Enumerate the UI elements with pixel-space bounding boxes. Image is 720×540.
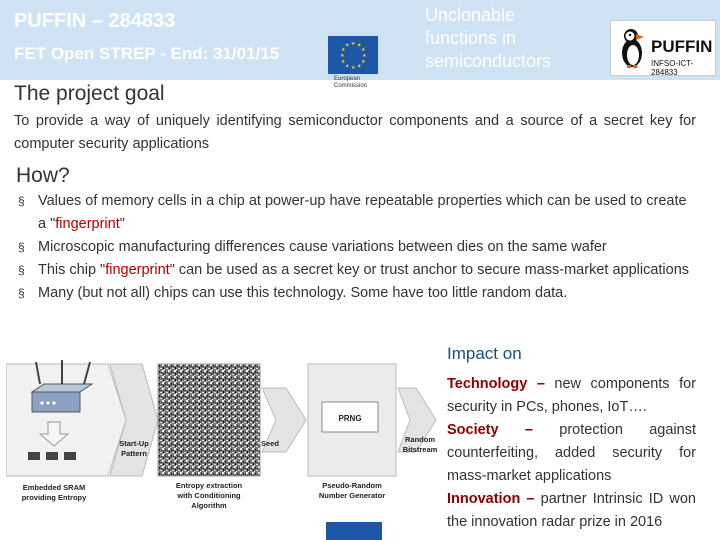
svg-text:★: ★	[357, 63, 362, 70]
svg-text:★: ★	[340, 53, 345, 59]
goal-heading: The project goal	[14, 82, 165, 105]
random-label: Bitstream	[402, 445, 438, 454]
list-item: Society – protection against counterfeiting, added security for mass-market applications	[447, 422, 697, 484]
how-heading: How?	[16, 164, 70, 187]
sram-label: Embedded SRAM	[22, 483, 86, 492]
svg-text:★: ★	[341, 47, 346, 53]
list-item: Technology – new components for security in PCs, phones, IoT….	[447, 376, 696, 415]
svg-text:★: ★	[345, 63, 350, 70]
svg-text:★: ★	[341, 59, 346, 65]
impact-heading: Impact on	[447, 344, 522, 363]
header-band	[0, 0, 720, 89]
startup-label: Pattern	[121, 449, 147, 458]
project-subtitle: FET Open STREP - End: 31/01/15	[14, 44, 280, 63]
svg-text:★: ★	[351, 65, 356, 71]
chip-icon	[28, 452, 76, 460]
svg-text:★: ★	[362, 53, 367, 59]
puffin-bird-icon	[617, 27, 647, 69]
prng-caption: Number Generator	[318, 491, 386, 500]
svg-text:★: ★	[361, 59, 366, 65]
prng-label: PRNG	[338, 414, 362, 423]
svg-text:★: ★	[345, 42, 350, 49]
seed-label: Seed	[261, 439, 279, 448]
goal-text: To provide a way of uniquely identifying semiconductor components and a source of a secret key for computer security applications	[14, 113, 696, 152]
entropy-label: with Conditioning	[177, 491, 241, 500]
svg-text:★: ★	[351, 41, 356, 47]
puf-diagram	[6, 358, 440, 540]
list-item: § Microscopic manufacturing differences cause variations between dies on the same wafer	[18, 236, 698, 259]
entropy-noise-image	[158, 364, 260, 476]
list-item: Innovation – partner Intrinsic ID won the innovation radar prize in 2016	[447, 491, 696, 530]
list-item: § This chip "fingerprint" can be used as a secret key or trust anchor to secure mass-market applications	[18, 259, 698, 282]
random-label: Random	[405, 435, 435, 444]
prng-caption: Pseudo-Random	[322, 481, 382, 490]
eu-flag-icon	[328, 36, 378, 74]
european-commission-logo	[328, 36, 378, 98]
svg-text:★: ★	[361, 47, 366, 53]
startup-label: Start-Up	[119, 439, 149, 448]
impact-list	[447, 373, 696, 534]
how-bullet-list	[18, 190, 698, 305]
ec-logo-text: European Commission	[334, 76, 368, 89]
sram-label: providing Entropy	[21, 493, 87, 502]
project-topic: Unclonable functions in semiconductors	[425, 5, 552, 71]
project-title: PUFFIN – 284833	[14, 10, 176, 32]
eu-flag-bar	[326, 522, 382, 540]
entropy-label: Algorithm	[191, 501, 227, 510]
entropy-label: Entropy extraction	[175, 481, 243, 490]
puffin-logo: PUFFIN INFSO-ICT-284833	[610, 20, 716, 76]
list-item: § Many (but not all) chips can use this technology. Some have too little random data.	[18, 282, 698, 305]
list-item: § Values of memory cells in a chip at power-up have repeatable properties which can be used to create a "fingerprint"	[18, 190, 698, 236]
svg-text:★: ★	[357, 42, 362, 49]
